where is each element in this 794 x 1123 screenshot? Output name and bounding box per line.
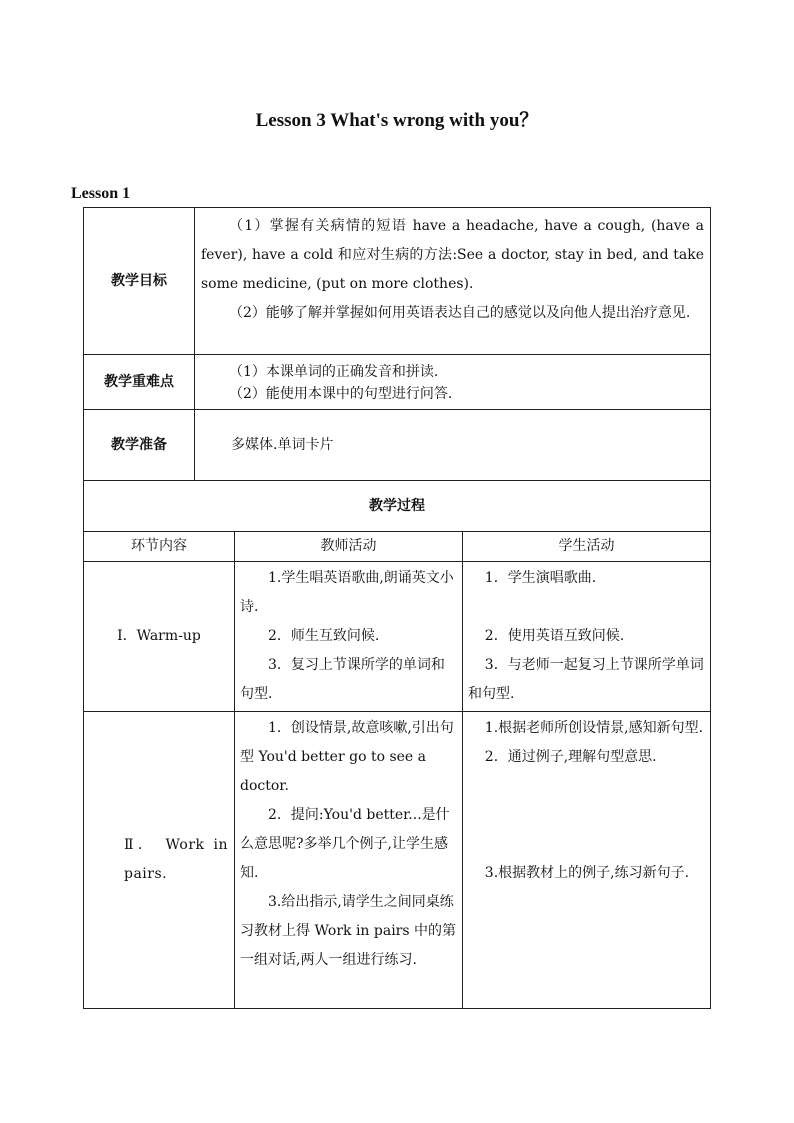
warmup-row (84, 562, 711, 712)
process-header-row (84, 532, 711, 562)
pairs-teacher-1: 1．创设情景,故意咳嗽,引出句型 You'd better go to see a doctor. (240, 720, 454, 794)
warmup-teacher-3: 3．复习上节课所学的单词和句型. (240, 657, 445, 702)
pairs-stage-text: Ⅱ． Work in pairs. (124, 837, 228, 882)
goals-line-2: （2）能够了解并掌握如何用英语表达自己的感觉以及向他人提出治疗意见. (229, 305, 691, 321)
pairs-teacher-2: 2．提问:You'd better...是什么意思呢?多举几个例子,让学生感知. (240, 807, 450, 881)
preparation-content (195, 410, 711, 481)
pairs-teacher-3: 3.给出指示,请学生之间同桌练习教材上得 Work in pairs 中的第一组对话,两人一组进行练习. (240, 894, 457, 968)
warmup-teacher (235, 562, 463, 712)
warmup-teacher-2: 2．师生互致问候. (268, 628, 380, 644)
warmup-student (463, 562, 711, 712)
goals-row (84, 208, 711, 355)
key-points-label: 教学重难点 (84, 355, 195, 410)
goals-line-1: （1）掌握有关病情的短语 have a headache, have a cough, (have a fever), have a cold 和应对生病的方法:See a doctor, stay in bed, and take some medicine, (put on more clothes). (201, 218, 705, 292)
goals-content (195, 208, 711, 355)
pairs-student-1: 1.根据老师所创设情景,感知新句型. (484, 720, 704, 736)
key-points-line-2: （2）能使用本课中的句型进行问答. (229, 386, 453, 402)
key-points-content (195, 355, 711, 410)
col-header-student: 学生活动 (463, 532, 711, 562)
lesson-plan-table (83, 207, 711, 1009)
pairs-student (463, 712, 711, 1009)
pairs-student-3: 3.根据教材上的例子,练习新句子. (484, 865, 690, 881)
warmup-student-3: 3．与老师一起复习上节课所学单词和句型. (468, 657, 704, 702)
warmup-stage: Ⅰ．Warm-up (84, 562, 235, 712)
process-title: 教学过程 (84, 481, 711, 532)
process-title-row (84, 481, 711, 532)
pairs-row (84, 712, 711, 1009)
goals-label: 教学目标 (84, 208, 195, 355)
key-points-line-1: （1）本课单词的正确发音和拼读. (229, 364, 439, 380)
preparation-label: 教学准备 (84, 410, 195, 481)
warmup-teacher-1: 1.学生唱英语歌曲,朗诵英文小诗. (240, 570, 454, 615)
col-header-stage: 环节内容 (84, 532, 235, 562)
warmup-student-2: 2．使用英语互致问候. (484, 628, 625, 644)
pairs-student-2: 2．通过例子,理解句型意思. (484, 749, 657, 765)
preparation-row (84, 410, 711, 481)
key-points-row (84, 355, 711, 410)
col-header-teacher: 教师活动 (235, 532, 463, 562)
warmup-student-1: 1．学生演唱歌曲. (484, 570, 597, 586)
lesson-label: Lesson 1 (71, 185, 131, 202)
preparation-value: 多媒体.单词卡片 (231, 436, 334, 453)
pairs-stage (84, 712, 235, 1009)
document-title: Lesson 3 What's wrong with you？ (255, 110, 539, 131)
pairs-teacher (235, 712, 463, 1009)
